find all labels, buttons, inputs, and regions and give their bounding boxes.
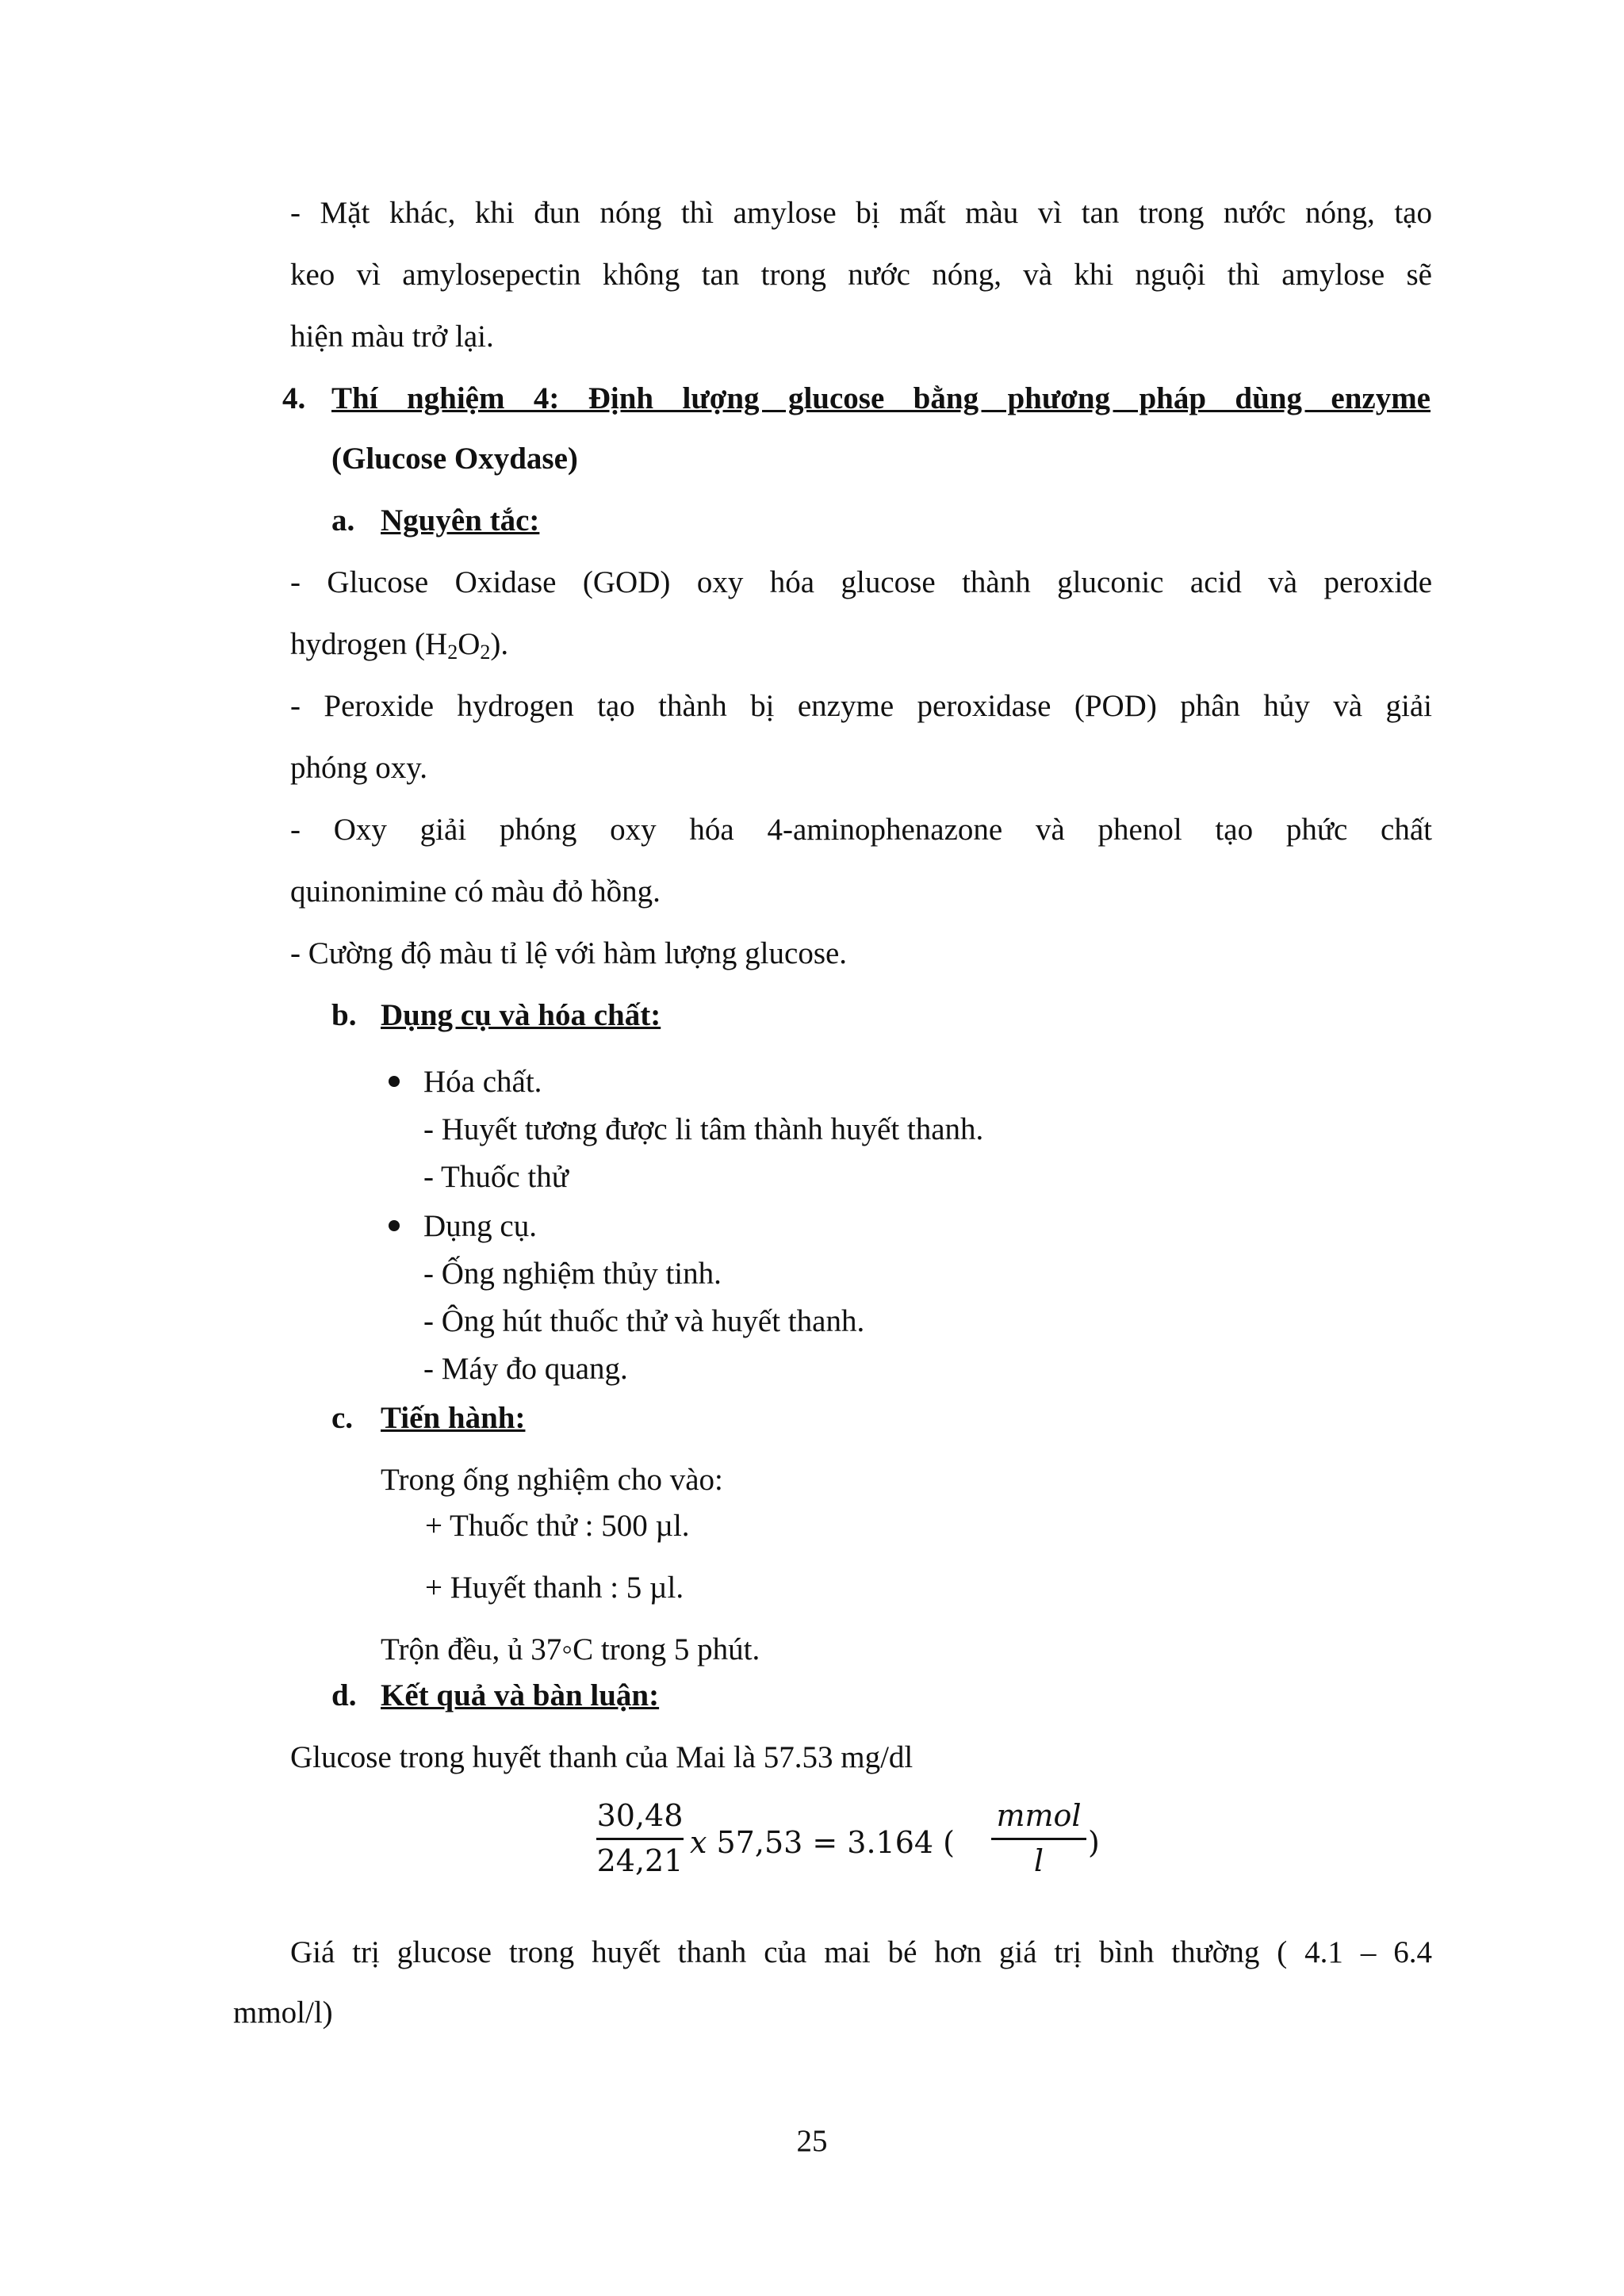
- paragraph-line: + Huyết thanh : 5 µl.: [425, 1571, 684, 1605]
- list-item: - Máy đo quang.: [423, 1352, 628, 1386]
- paragraph-line: Glucose trong huyết thanh của Mai là 57.53 mg/dl: [290, 1740, 914, 1774]
- paragraph-line: - Oxy giải phóng oxy hóa 4-aminophenazone và phenol tạo phức chất: [290, 813, 1432, 847]
- list-item: Hóa chất.: [389, 1066, 542, 1100]
- paragraph-line: mmol/l): [233, 1996, 333, 2030]
- subsection-heading: b. Dụng cụ và hóa chất:: [331, 998, 661, 1032]
- paragraph-line: - Mặt khác, khi đun nóng thì amylose bị mất màu vì tan trong nước nóng, tạo: [290, 196, 1432, 230]
- paragraph-line: - Glucose Oxidase (GOD) oxy hóa glucose thành gluconic acid và peroxide: [290, 565, 1432, 599]
- list-item: - Ông hút thuốc thử và huyết thanh.: [423, 1304, 865, 1338]
- subsection-heading: d. Kết quả và bàn luận:: [331, 1678, 660, 1712]
- paragraph-line: phóng oxy.: [290, 751, 427, 785]
- paragraph-line: Trong ống nghiệm cho vào:: [381, 1463, 723, 1497]
- list-item: - Ống nghiệm thủy tinh.: [423, 1257, 722, 1291]
- section-number: 4.: [282, 381, 306, 415]
- paragraph-line: keo vì amylosepectin không tan trong nước nóng, và khi nguội thì amylose sẽ: [290, 258, 1432, 292]
- paragraph-line: quinonimine có màu đỏ hồng.: [290, 874, 661, 909]
- section-heading: [282, 382, 1440, 416]
- paragraph-line: hiện màu trở lại.: [290, 320, 494, 354]
- list-item: - Huyết tương được li tâm thành huyết thanh.: [423, 1112, 984, 1146]
- bullet-icon: [389, 1076, 400, 1087]
- paragraph-line: hydrogen $(H_2O_2)$.: [290, 627, 509, 664]
- formula-body: 𝑥 57,53 = 3.164 (: [690, 1825, 955, 1860]
- paragraph-line: Giá trị glucose trong huyết thanh của mai bé hơn giá trị bình thường ( 4.1 – 6.4: [290, 1935, 1432, 1969]
- page-number: 25: [796, 2124, 828, 2158]
- paragraph-line: - Cường độ màu tỉ lệ với hàm lượng glucose.: [290, 936, 848, 970]
- fraction: mmol l: [991, 1798, 1086, 1879]
- subsection-heading: a. Nguyên tắc:: [331, 503, 540, 538]
- list-item: - Thuốc thử: [423, 1160, 569, 1194]
- section-title-cont: (Glucose Oxydase): [331, 442, 578, 476]
- section-title: Thí nghiệm 4: Định lượng glucose bằng phương pháp dùng enzyme: [331, 381, 1431, 415]
- fraction: 30,48 24,21: [596, 1798, 684, 1878]
- list-item: Dụng cụ.: [389, 1210, 537, 1244]
- subsection-heading: c. Tiến hành:: [331, 1401, 526, 1435]
- bullet-icon: [389, 1220, 400, 1231]
- formula-close: ): [1088, 1825, 1100, 1860]
- paragraph-line: - Peroxide hydrogen tạo thành bị enzyme peroxidase (POD) phân hủy và giải: [290, 689, 1432, 723]
- paragraph-line: Trộn đều, ủ 37◦C trong 5 phút.: [381, 1632, 760, 1667]
- paragraph-line: + Thuốc thử : 500 µl.: [425, 1509, 690, 1543]
